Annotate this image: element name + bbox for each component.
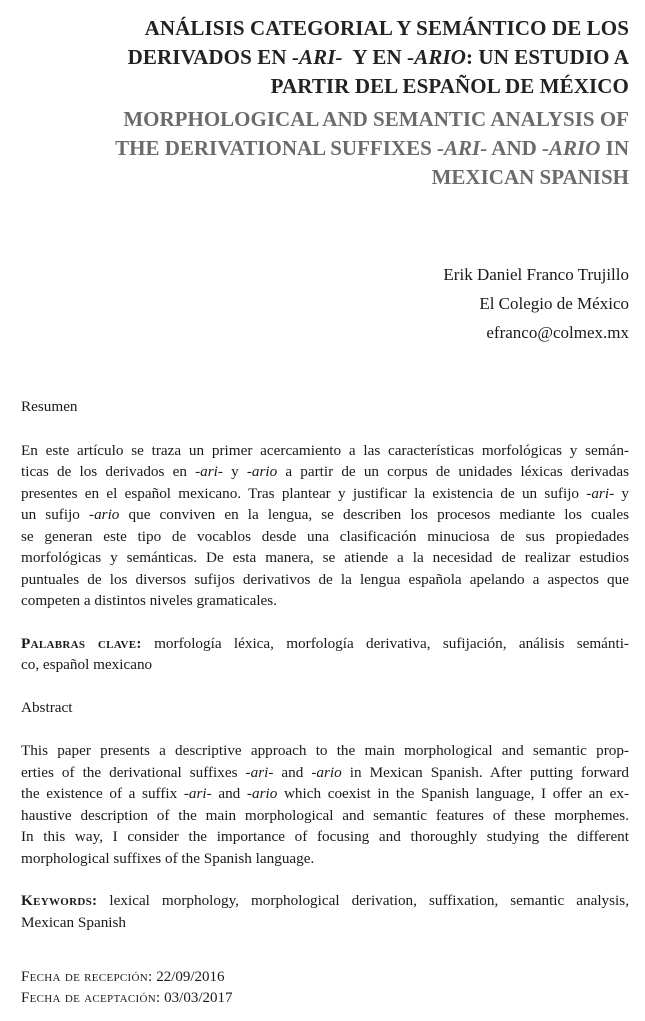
palabras-clave-label: Palabras clave: <box>21 634 142 652</box>
title-spanish-line: PARTIR DEL ESPAÑOL DE MÉXICO <box>270 74 629 98</box>
date-received-value: 22/09/2016 <box>152 969 225 985</box>
abstract-line: In this way, I consider the importance of focusing and thoroughly studying the different <box>21 828 629 845</box>
author-affiliation: El Colegio de México <box>479 294 629 313</box>
abstract-paragraph <box>21 740 629 869</box>
palabras-clave <box>21 633 629 676</box>
abstract-line: erties of the derivational suffixes -ari- and -ario in Mexican Spanish. After putting forward <box>21 763 630 781</box>
title-suffix-ario: -ARIO <box>542 136 601 160</box>
title-spanish-line <box>29 43 629 72</box>
abstract-line: haustive description of the main morphological and semantic features of these morphemes. <box>21 806 629 824</box>
resumen-heading: Resumen <box>21 398 78 415</box>
resumen-line: presentes en el español mexicano. Tras plantear y justificar la existencia de un sufijo -ari- y <box>21 484 629 502</box>
abstract-line: morphological suffixes of the Spanish language. <box>21 849 315 867</box>
resumen-line: competen a distintos niveles gramaticales. <box>21 592 277 609</box>
abstract-line: This paper presents a descriptive approach to the main morphological and semantic prop- <box>21 742 629 759</box>
resumen-line: morfológicas y semánticas. De esta manera, se atiende a la necesidad de realizar estudios <box>21 549 629 566</box>
title-text: AND <box>487 136 543 160</box>
title-spanish <box>29 14 629 101</box>
author-email: efranco@colmex.mx <box>486 323 629 342</box>
date-accepted <box>21 988 233 1009</box>
title-text: DERIVADOS EN <box>127 45 292 69</box>
resumen-line: En este artículo se traza un primer acercamiento a las características morfológicas y semán- <box>21 441 629 459</box>
title-suffix-ario: -ARIO <box>407 45 466 69</box>
keywords-label: Keywords: <box>21 892 98 909</box>
title-english <box>29 105 629 192</box>
article-body <box>21 396 629 933</box>
resumen-line: puntuales de los diversos sufijos derivativos de la lengua española apelando a aspectos que <box>21 570 629 588</box>
keywords <box>21 890 629 933</box>
date-received-label: Fecha de recepción: <box>21 969 153 985</box>
title-english-line <box>29 134 629 163</box>
resumen-line: ticas de los derivados en -ari- y -ario a partir de un corpus de unidades léxicas derivadas <box>21 463 629 480</box>
title-text: Y EN <box>342 45 408 69</box>
resumen-line: un sufijo -ario que conviven en la lengua, se describen los procesos mediante los cuales <box>21 506 629 523</box>
author-name: Erik Daniel Franco Trujillo <box>443 265 629 284</box>
author-block <box>443 260 629 347</box>
title-text: IN <box>600 136 629 160</box>
date-accepted-label: Fecha de aceptación: <box>21 990 161 1006</box>
palabras-clave-text: morfología léxica, morfología derivativa, sufijación, análisis semánti- <box>141 634 629 652</box>
title-spanish-line: ANÁLISIS CATEGORIAL Y SEMÁNTICO DE LOS <box>144 16 629 40</box>
date-received <box>21 967 233 988</box>
date-accepted-value: 03/03/2017 <box>160 990 233 1006</box>
resumen-paragraph <box>21 440 629 612</box>
keywords-text: lexical morphology, morphological derivation, suffixation, semantic analysis, <box>97 892 629 909</box>
title-block <box>29 14 629 192</box>
title-suffix-ari: -ARI- <box>291 45 343 69</box>
keywords-text: Mexican Spanish <box>21 913 127 931</box>
palabras-clave-text: co, español mexicano <box>21 656 153 673</box>
title-text: THE DERIVATIONAL SUFFIXES <box>115 136 438 160</box>
title-english-line: MORPHOLOGICAL AND SEMANTIC ANALYSIS OF <box>123 107 629 131</box>
title-english-line: MEXICAN SPANISH <box>431 165 629 189</box>
title-suffix-ari: -ARI- <box>437 136 488 160</box>
abstract-line: the existence of a suffix -ari- and -ario which coexist in the Spanish language, I offer an ex- <box>21 785 630 802</box>
resumen-line: se generan este tipo de vocablos desde una clasificación minuciosa de sus propiedades <box>21 527 629 545</box>
title-text: : UN ESTUDIO A <box>465 45 629 69</box>
dates-block <box>21 967 233 1009</box>
abstract-heading: Abstract <box>21 698 73 716</box>
